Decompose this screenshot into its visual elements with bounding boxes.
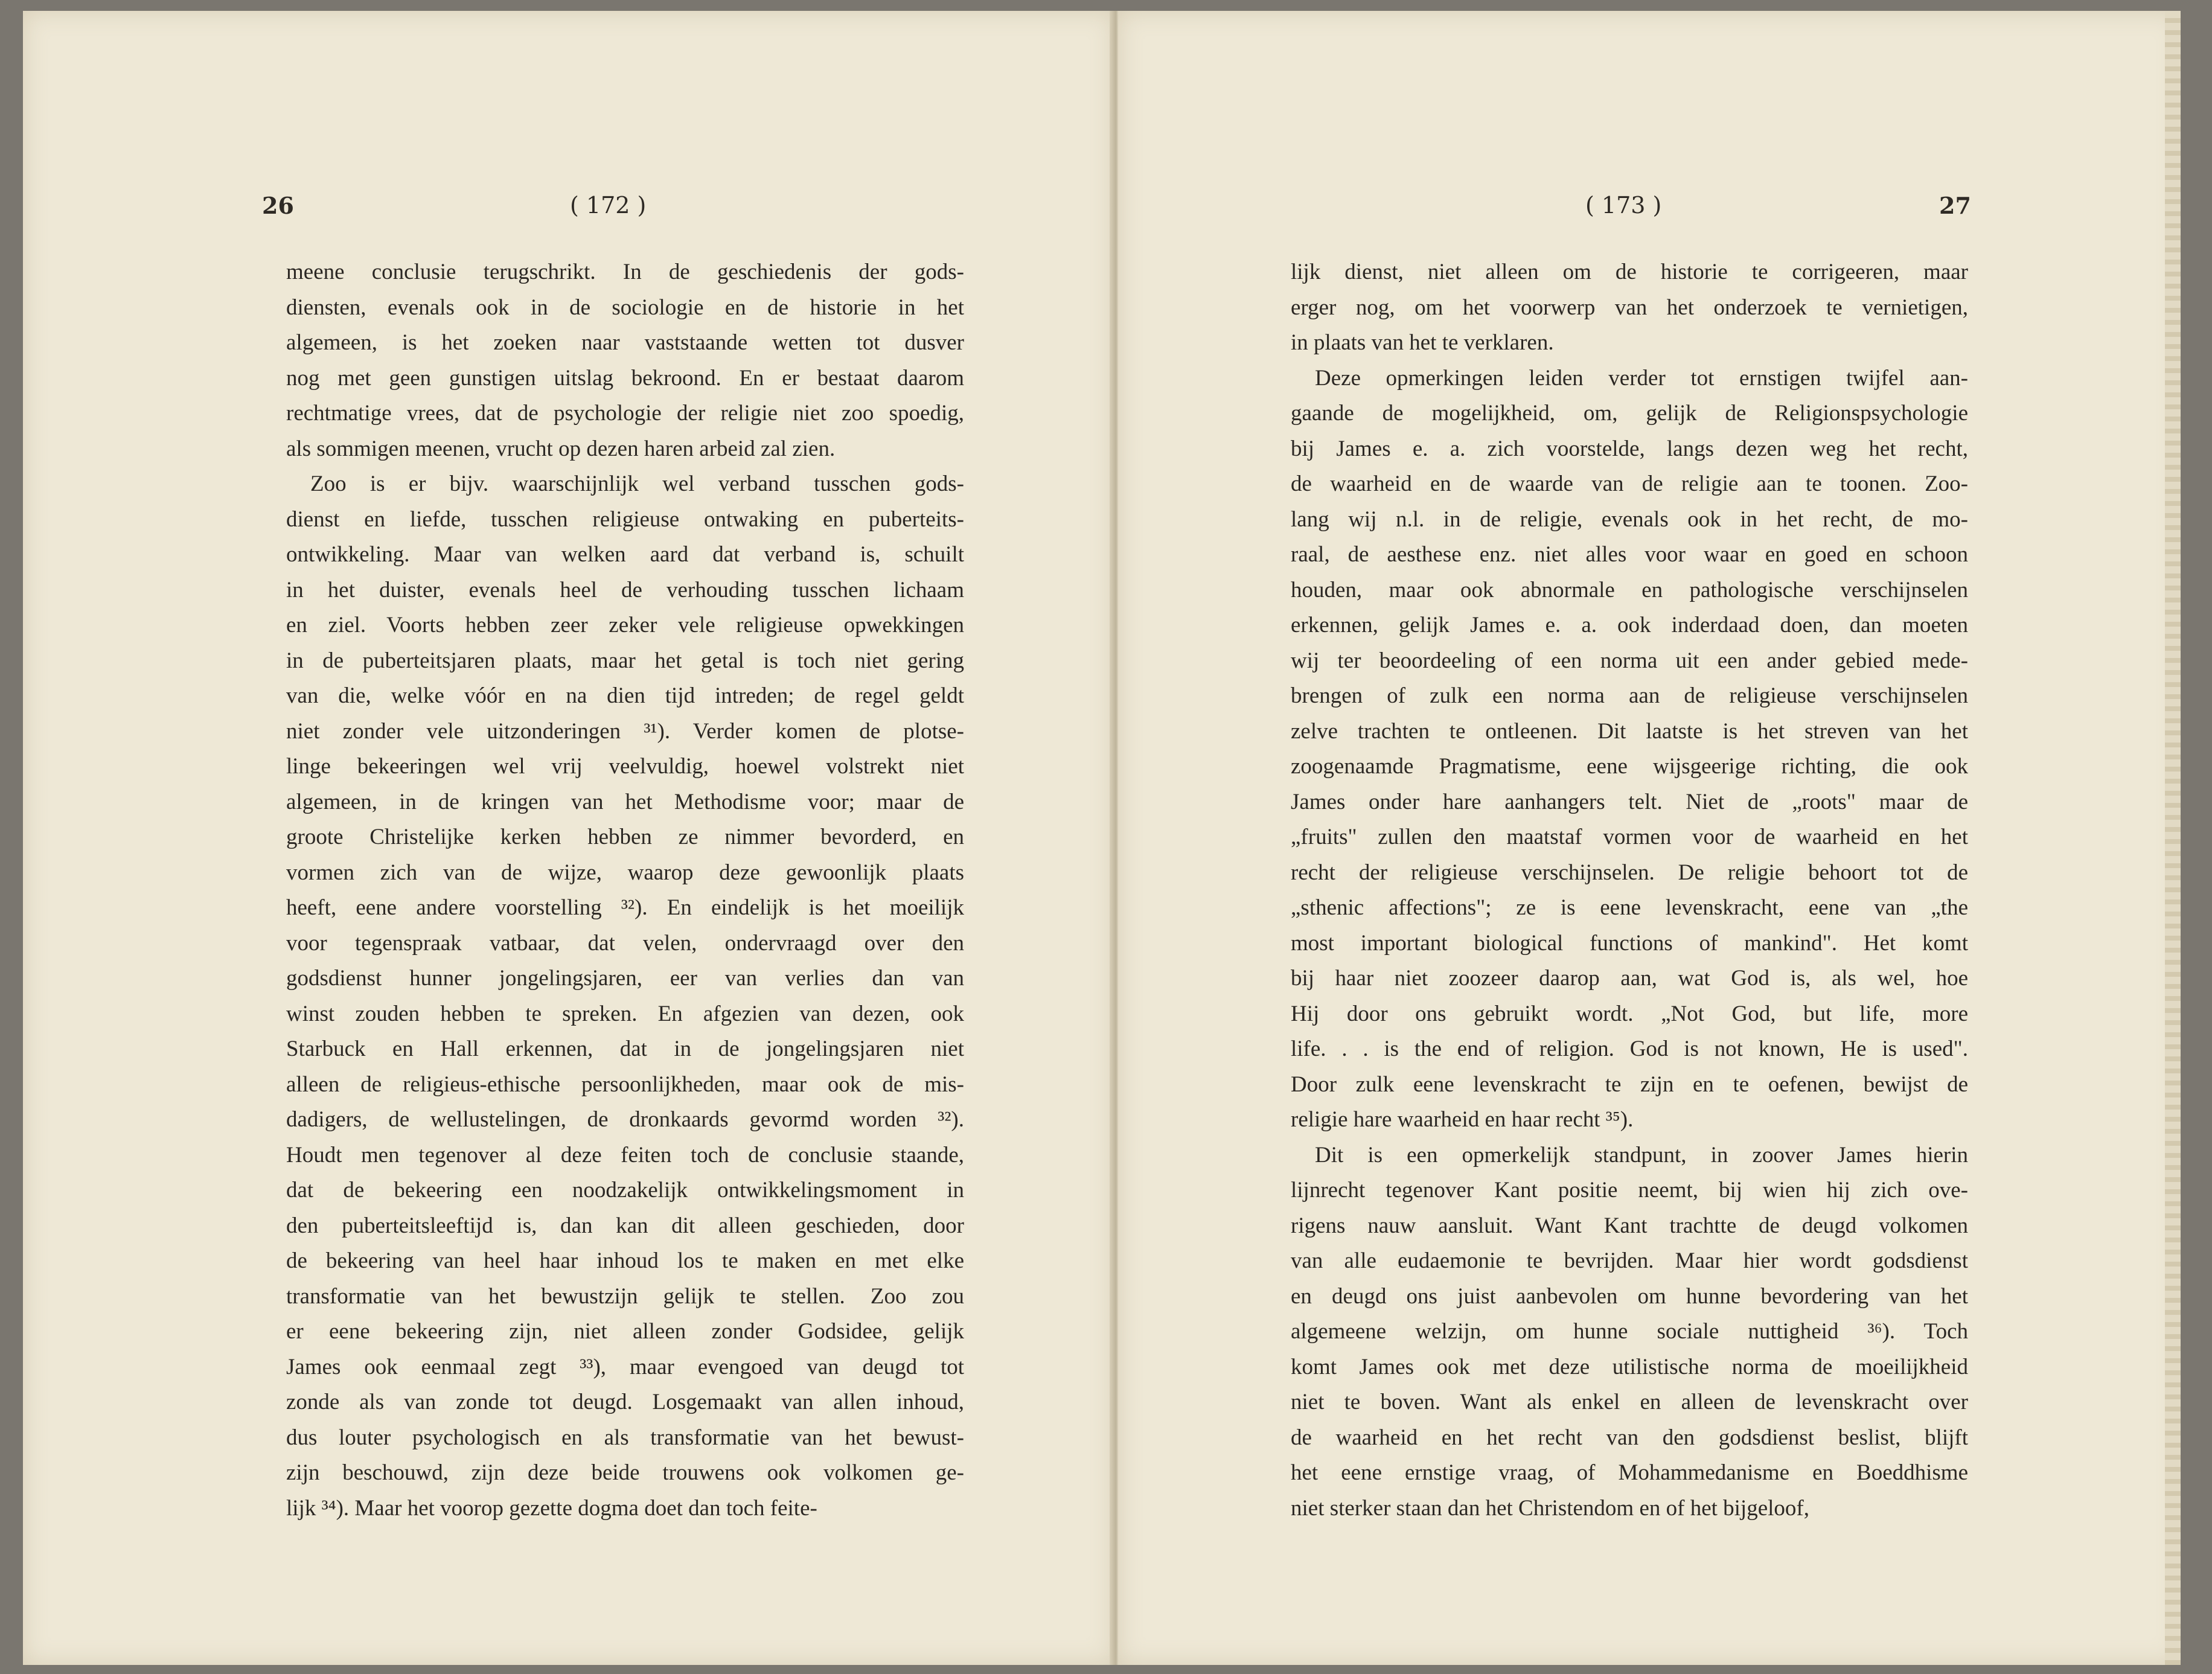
text-line: er eene bekeering zijn, niet alleen zonder Godsidee, gelijk: [286, 1319, 964, 1344]
text-line: in de puberteitsjaren plaats, maar het getal is toch niet gering: [286, 648, 964, 673]
text-line: James ook eenmaal zegt ³³), maar evengoed van deugd tot: [286, 1354, 964, 1379]
text-line: brengen of zulk een norma aan de religieuse verschijnselen: [1291, 683, 1968, 708]
text-line: winst zouden hebben te spreken. En afgezien van dezen, ook: [286, 1001, 964, 1026]
text-line: de bekeering van heel haar inhoud los te maken en met elke: [286, 1248, 964, 1273]
text-line: algemeene welzijn, om hunne sociale nuttigheid ³⁶). Toch: [1291, 1319, 1968, 1344]
text-line: dat de bekeering een noodzakelijk ontwikkelingsmoment in: [286, 1178, 964, 1203]
right-page: [1117, 11, 2181, 1665]
text-line: transformatie van het bewustzijn gelijk te stellen. Zoo zou: [286, 1283, 964, 1309]
text-line: lijk dienst, niet alleen om de historie te corrigeeren, maar: [1291, 260, 1968, 284]
text-line: in plaats van het te verklaren.: [1291, 330, 1554, 355]
text-line: komt James ook met deze utilistische norma de moeilijkheid: [1291, 1354, 1968, 1379]
text-line: life. . . is the end of religion. God is not known, He is used".: [1291, 1037, 1968, 1061]
right-page-header: [1118, 192, 2181, 228]
text-line: Starbuck en Hall erkennen, dat in de jongelingsjaren niet: [286, 1037, 964, 1061]
text-line: linge bekeeringen wel vrij veelvuldig, hoewel volstrekt niet: [286, 754, 964, 779]
text-line: zoogenaamde Pragmatisme, eene wijsgeerige richting, die ook: [1291, 754, 1968, 779]
right-original-page-number: ( 173 ): [1585, 192, 1662, 219]
text-line: de waarheid en de waarde van de religie aan te toonen. Zoo-: [1291, 471, 1968, 496]
text-line: het eene ernstige vraag, of Mohammedanisme en Boeddhisme: [1291, 1460, 1968, 1485]
left-original-page-number: ( 172 ): [570, 192, 647, 219]
text-line: zijn beschouwd, zijn deze beide trouwens ook volkomen ge-: [286, 1460, 964, 1485]
text-line: lang wij n.l. in de religie, evenals ook in het recht, de mo-: [1291, 506, 1968, 532]
text-line: heeft, eene andere voorstelling ³²). En eindelijk is het moeilijk: [286, 895, 964, 920]
left-page-number: 26: [262, 192, 294, 219]
text-line: Zoo is er bijv. waarschijnlijk wel verband tusschen gods-: [310, 471, 964, 496]
text-line: ontwikkeling. Maar van welken aard dat verband is, schuilt: [286, 542, 964, 567]
text-line: en deugd ons juist aanbevolen om hunne bevordering van het: [1291, 1283, 1968, 1309]
left-page-header: [23, 192, 1114, 228]
text-line: zonde als van zonde tot deugd. Losgemaakt van allen inhoud,: [286, 1390, 964, 1414]
text-line: rigens nauw aansluit. Want Kant trachtte de deugd volkomen: [1291, 1213, 1968, 1238]
text-line: dadigers, de wellustelingen, de dronkaards gevormd worden ³²).: [286, 1107, 964, 1132]
text-line: Dit is een opmerkelijk standpunt, in zoover James hierin: [1315, 1142, 1968, 1168]
text-line: niet zonder vele uitzonderingen ³¹). Verder komen de plotse-: [286, 718, 964, 744]
text-line: vormen zich van de wijze, waarop deze gewoonlijk plaats: [286, 860, 964, 885]
text-line: erkennen, gelijk James e. a. ook inderdaad doen, dan moeten: [1291, 613, 1968, 637]
text-line: godsdienst hunner jongelingsjaren, eer van verlies dan van: [286, 966, 964, 991]
right-page-number: 27: [1939, 192, 1971, 219]
text-line: in het duister, evenals heel de verhouding tusschen lichaam: [286, 577, 964, 602]
text-line: Door zulk eene levenskracht te zijn en te oefenen, bewijst de: [1291, 1072, 1968, 1097]
text-line: James onder hare aanhangers telt. Niet de „roots" maar de: [1291, 789, 1968, 814]
text-line: Houdt men tegenover al deze feiten toch de conclusie staande,: [286, 1142, 964, 1168]
text-line: meene conclusie terugschrikt. In de geschiedenis der gods-: [286, 260, 964, 284]
text-line: alleen de religieus-ethische persoonlijkheden, maar ook de mis-: [286, 1072, 964, 1097]
text-line: groote Christelijke kerken hebben ze nimmer bevorderd, en: [286, 825, 964, 849]
text-line: erger nog, om het voorwerp van het onderzoek te vernietigen,: [1291, 295, 1968, 320]
right-page-body: [1291, 255, 1968, 1526]
deckled-edge: [2165, 11, 2181, 1665]
text-line: rechtmatige vrees, dat de psychologie der religie niet zoo spoedig,: [286, 401, 964, 426]
left-page: [23, 11, 1116, 1665]
text-line: diensten, evenals ook in de sociologie en de historie in het: [286, 295, 964, 320]
text-line: wij ter beoordeeling of een norma uit een ander gebied mede-: [1291, 648, 1968, 673]
text-line: niet te boven. Want als enkel en alleen de levenskracht over: [1291, 1390, 1968, 1414]
text-line: en ziel. Voorts hebben zeer zeker vele religieuse opwekkingen: [286, 613, 964, 637]
text-line: lijk ³⁴). Maar het voorop gezette dogma doet dan toch feite-: [286, 1495, 817, 1521]
left-page-body: [286, 255, 964, 1526]
text-line: lijnrecht tegenover Kant positie neemt, bij wien hij zich ove-: [1291, 1178, 1968, 1203]
text-line: den puberteitsleeftijd is, dan kan dit alleen geschieden, door: [286, 1213, 964, 1238]
text-line: religie hare waarheid en haar recht ³⁵).: [1291, 1107, 1634, 1132]
text-line: niet sterker staan dan het Christendom en of het bijgeloof,: [1291, 1495, 1809, 1521]
text-line: bij James e. a. zich voorstelde, langs dezen weg het recht,: [1291, 436, 1968, 461]
text-line: voor tegenspraak vatbaar, dat velen, ondervraagd over den: [286, 930, 964, 956]
text-line: gaande de mogelijkheid, om, gelijk de Religionspsychologie: [1291, 401, 1968, 426]
text-line: recht der religieuse verschijnselen. De religie behoort tot de: [1291, 860, 1968, 885]
text-line: Deze opmerkingen leiden verder tot ernstigen twijfel aan-: [1315, 365, 1968, 391]
text-line: van die, welke vóór en na dien tijd intreden; de regel geldt: [286, 683, 964, 708]
text-line: bij haar niet zoozeer daarop aan, wat God is, als wel, hoe: [1291, 966, 1968, 991]
text-line: raal, de aesthese enz. niet alles voor waar en goed en schoon: [1291, 542, 1968, 567]
text-line: „fruits" zullen den maatstaf vormen voor de waarheid en het: [1291, 825, 1968, 849]
text-line: de waarheid en het recht van den godsdienst beslist, blijft: [1291, 1425, 1968, 1450]
text-line: houden, maar ook abnormale en pathologische verschijnselen: [1291, 577, 1968, 602]
text-line: „sthenic affections"; ze is eene levenskracht, eene van „the: [1291, 895, 1968, 920]
text-line: zelve trachten te ontleenen. Dit laatste is het streven van het: [1291, 718, 1968, 744]
text-line: Hij door ons gebruikt wordt. „Not God, but life, more: [1291, 1001, 1968, 1026]
text-line: dus louter psychologisch en als transformatie van het bewust-: [286, 1425, 964, 1450]
text-line: algemeen, is het zoeken naar vaststaande wetten tot dusver: [286, 330, 964, 355]
text-line: als sommigen meenen, vrucht op dezen haren arbeid zal zien.: [286, 436, 836, 461]
text-line: van alle eudaemonie te bevrijden. Maar hier wordt godsdienst: [1291, 1248, 1968, 1273]
text-line: algemeen, in de kringen van het Methodisme voor; maar de: [286, 789, 964, 814]
text-line: nog met geen gunstigen uitslag bekroond. En er bestaat daarom: [286, 365, 964, 391]
text-line: dienst en liefde, tusschen religieuse ontwaking en puberteits-: [286, 506, 964, 532]
text-line: most important biological functions of mankind". Het komt: [1291, 930, 1968, 956]
